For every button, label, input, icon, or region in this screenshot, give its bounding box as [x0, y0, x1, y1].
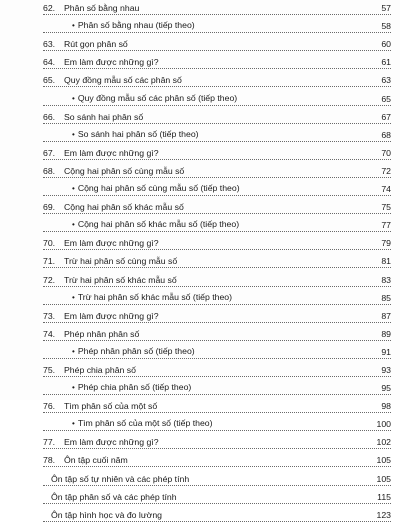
- toc-entry-title-wrap: [64, 292, 373, 303]
- toc-entry: [43, 449, 391, 467]
- toc-entry: [43, 341, 391, 359]
- toc-entry: [43, 250, 391, 268]
- toc-entry-page: 75: [381, 202, 391, 213]
- toc-entry-number: 74.: [43, 328, 56, 339]
- toc-entry: [43, 232, 391, 250]
- toc-entry: [43, 196, 391, 214]
- toc-entry-title: Cộng hai phân số khác mẫu số: [64, 202, 184, 213]
- toc-entry-title: Cộng hai phân số khác mẫu số (tiếp theo): [77, 219, 240, 230]
- toc-entry-page: 81: [381, 256, 391, 267]
- toc-entry-page: 65: [381, 93, 391, 104]
- bullet-icon: •: [72, 346, 75, 356]
- toc-entry-title-wrap: [64, 112, 373, 122]
- toc-entry-title-wrap: [64, 382, 373, 393]
- toc-entry: [43, 504, 391, 522]
- toc-entry-title-wrap: [64, 311, 373, 321]
- toc-entry: [43, 87, 391, 105]
- toc-entry: [43, 69, 391, 87]
- toc-entry-title: Cộng hai phân số cùng mẫu số: [64, 165, 185, 176]
- toc-entry-number: 76.: [43, 401, 56, 412]
- bullet-icon: •: [72, 184, 75, 194]
- toc-entry-title: So sánh hai phân số: [64, 111, 144, 122]
- toc-entry: [43, 178, 391, 196]
- toc-entry-title-wrap: [64, 166, 373, 176]
- toc-entry-title-wrap: [64, 437, 373, 447]
- toc-entry-title: Em làm được những gì?: [64, 310, 159, 321]
- toc-entry-title: So sánh hai phân số (tiếp theo): [77, 128, 199, 139]
- toc-entry: [43, 15, 391, 33]
- toc-entry-number: 63.: [43, 39, 56, 50]
- toc-entry-number: 72.: [43, 274, 56, 285]
- toc-entry-title: Phân số bằng nhau: [64, 3, 140, 14]
- toc-entry-page: 72: [381, 165, 391, 176]
- toc-entry-page: 68: [381, 129, 391, 140]
- toc-entry: [43, 0, 391, 15]
- toc-entry-title: Em làm được những gì?: [64, 238, 159, 249]
- toc-entry-page: 87: [381, 310, 391, 321]
- toc-entry-title: Ôn tập số tự nhiên và các phép tính: [51, 473, 190, 484]
- toc-entry-number: 78.: [43, 455, 56, 466]
- toc-entry-title: Rút gọn phân số: [64, 39, 128, 50]
- toc-entry-page: 98: [381, 401, 391, 412]
- toc-entry-title: Cộng hai phân số cùng mẫu số (tiếp theo): [77, 183, 240, 194]
- toc-entry-title: Phép nhân phân số (tiếp theo): [77, 345, 195, 356]
- toc-entry-title-wrap: [64, 256, 373, 266]
- toc-entry-number: 77.: [43, 437, 56, 448]
- toc-entry-title: Ôn tập cuối năm: [64, 455, 128, 466]
- toc-entry-title: Quy đồng mẫu số các phân số: [64, 75, 182, 86]
- toc-entry-title-wrap: [64, 275, 373, 285]
- bullet-icon: •: [72, 419, 75, 429]
- toc-entry: [43, 395, 391, 413]
- toc-entry: [43, 160, 391, 178]
- toc-entry-title: Phân số bằng nhau (tiếp theo): [77, 20, 195, 31]
- toc-entry: [43, 305, 391, 323]
- toc-entry-number: 69.: [43, 202, 56, 213]
- toc-entry: [43, 287, 391, 305]
- toc-entry-page: 74: [381, 184, 391, 195]
- toc-entry: [43, 142, 391, 160]
- toc-entry-page: 79: [381, 238, 391, 249]
- toc-entry-title-wrap: [43, 492, 373, 502]
- toc-entry: [43, 431, 391, 449]
- toc-entry-title-wrap: [64, 148, 373, 158]
- toc-entry-title: Phép nhân phân số: [64, 328, 140, 339]
- toc-entry-title: Phép chia phân số: [64, 364, 136, 375]
- bullet-icon: •: [72, 129, 75, 139]
- toc-entry: [43, 106, 391, 124]
- toc-entry-title: Tìm phân số của một số: [64, 401, 158, 412]
- toc-entry-title: Ôn tập hình học và đo lường: [51, 509, 163, 520]
- toc-entry-title-wrap: [64, 455, 373, 465]
- toc-entry-page: 91: [381, 346, 391, 357]
- toc-entry-number: 75.: [43, 364, 56, 375]
- toc-entry-title-wrap: [64, 365, 373, 375]
- toc-entry-page: 70: [381, 147, 391, 158]
- toc-entry: [43, 323, 391, 341]
- toc-entry-title-wrap: [64, 418, 373, 429]
- toc-entry-title-wrap: [64, 329, 373, 339]
- toc-entry-number: 68.: [43, 165, 56, 176]
- toc-entry-title: Em làm được những gì?: [64, 147, 159, 158]
- toc-entry-number: 64.: [43, 57, 56, 68]
- bullet-icon: •: [72, 93, 75, 103]
- toc-entry-title-wrap: [64, 219, 373, 230]
- toc-entry-title-wrap: [43, 510, 373, 520]
- toc-entry-title: Trừ hai phân số khác mẫu số (tiếp theo): [77, 291, 233, 302]
- toc-entry-page: 89: [381, 328, 391, 339]
- toc-entry-number: 62.: [43, 3, 56, 14]
- toc-entry-title: Phép chia phân số (tiếp theo): [77, 382, 192, 393]
- toc-entry: [43, 33, 391, 51]
- toc-entry-page: 100: [376, 419, 391, 430]
- toc-entry-page: 105: [376, 455, 391, 466]
- toc-entry: [43, 377, 391, 395]
- toc-entry-number: 67.: [43, 147, 56, 158]
- toc-entry-page: 61: [381, 57, 391, 68]
- toc-entry-page: 115: [377, 491, 391, 502]
- toc-entry-title-wrap: [64, 401, 373, 411]
- toc-entry-title-wrap: [64, 20, 373, 31]
- table-of-contents: [43, 0, 391, 522]
- toc-entry-title: Tìm phân số của một số (tiếp theo): [77, 418, 213, 429]
- toc-entry: [43, 124, 391, 142]
- toc-entry-page: 58: [381, 21, 391, 32]
- toc-entry-number: 65.: [43, 75, 56, 86]
- toc-entry-page: 60: [381, 39, 391, 50]
- toc-entry-page: 77: [381, 220, 391, 231]
- toc-entry-title-wrap: [64, 75, 373, 85]
- toc-entry-title-wrap: [64, 93, 373, 104]
- toc-entry: [43, 268, 391, 286]
- toc-entry-title: Em làm được những gì?: [64, 437, 159, 448]
- toc-entry-page: 93: [381, 364, 391, 375]
- toc-entry-page: 63: [381, 75, 391, 86]
- toc-entry-title-wrap: [64, 57, 373, 67]
- bullet-icon: •: [72, 220, 75, 230]
- toc-entry-page: 83: [381, 274, 391, 285]
- toc-entry-title-wrap: [64, 238, 373, 248]
- toc-entry-number: 73.: [43, 310, 56, 321]
- toc-entry: [43, 467, 391, 485]
- toc-entry-page: 67: [381, 111, 391, 122]
- toc-entry-title-wrap: [64, 39, 373, 49]
- toc-entry-page: 123: [376, 509, 391, 520]
- bullet-icon: •: [72, 292, 75, 302]
- toc-entry-title-wrap: [64, 346, 373, 357]
- toc-entry-page: 95: [381, 383, 391, 394]
- toc-entry-page: 85: [381, 292, 391, 303]
- toc-entry-page: 102: [376, 437, 391, 448]
- toc-entry: [43, 359, 391, 377]
- toc-entry-number: 66.: [43, 111, 56, 122]
- toc-entry-title: Quy đồng mẫu số các phân số (tiếp theo): [77, 92, 238, 103]
- toc-entry: [43, 486, 391, 504]
- toc-entry-title: Trừ hai phân số khác mẫu số: [64, 274, 177, 285]
- toc-entry-number: 70.: [43, 238, 56, 249]
- toc-entry-title-wrap: [64, 183, 373, 194]
- toc-entry-page: 105: [376, 473, 391, 484]
- toc-entry-title-wrap: [43, 474, 373, 484]
- toc-entry-title: Em làm được những gì?: [64, 57, 159, 68]
- toc-entry-title: Ôn tập phân số và các phép tính: [51, 491, 177, 502]
- toc-entry: [43, 413, 391, 431]
- toc-entry-title-wrap: [64, 129, 373, 140]
- toc-entry-page: 57: [381, 3, 391, 14]
- toc-entry-title: Trừ hai phân số cùng mẫu số: [64, 256, 178, 267]
- toc-entry-title-wrap: [64, 202, 373, 212]
- toc-entry-number: 71.: [43, 256, 56, 267]
- toc-entry: [43, 214, 391, 232]
- bullet-icon: •: [72, 21, 75, 31]
- toc-entry-title-wrap: [64, 3, 373, 13]
- bullet-icon: •: [72, 383, 75, 393]
- toc-entry: [43, 51, 391, 69]
